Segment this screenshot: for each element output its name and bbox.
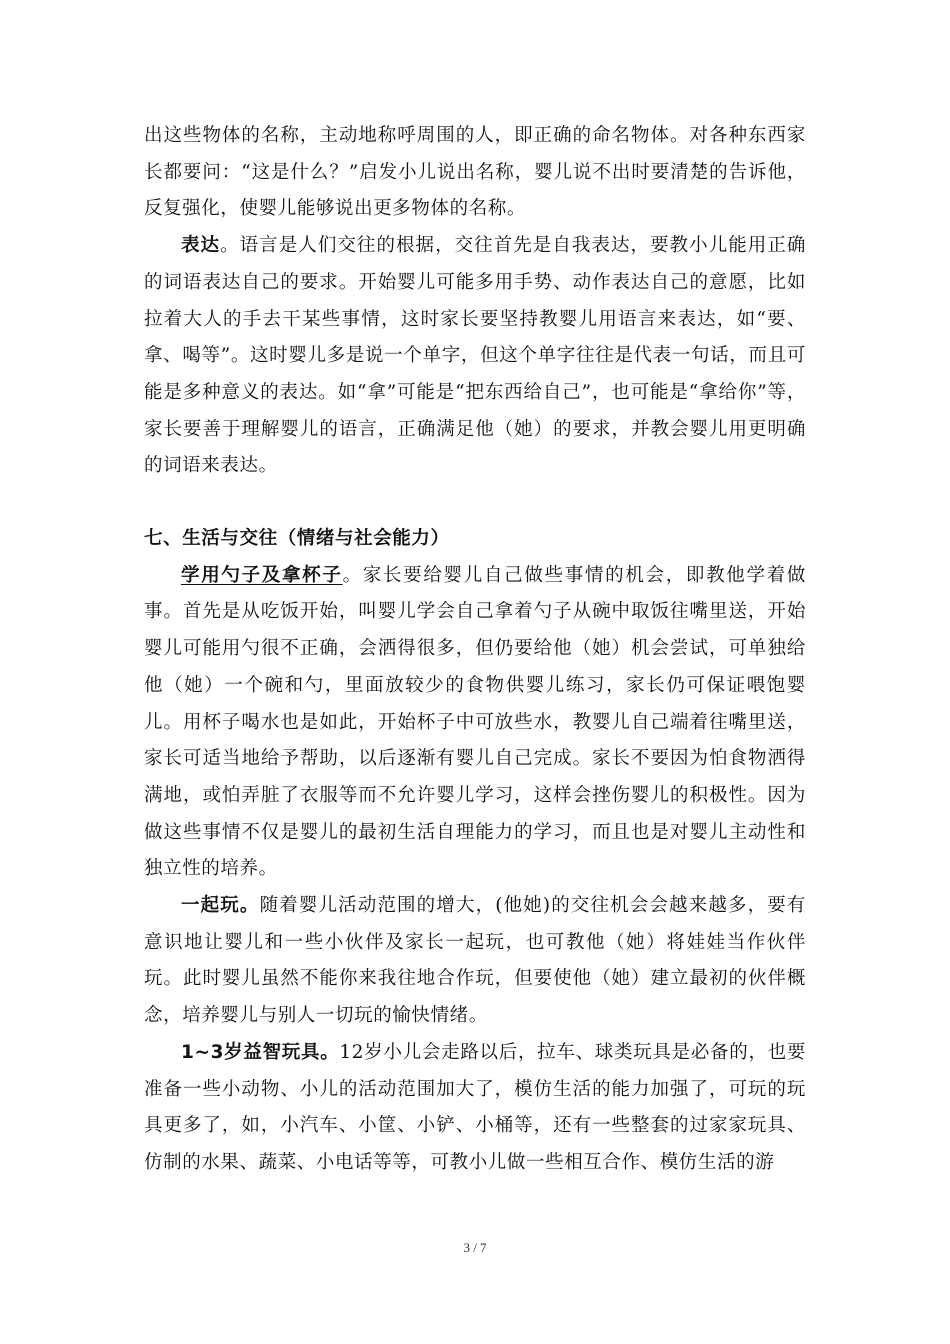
paragraph-lead-expression: 表达 [181,235,221,257]
paragraph-lead-play-together: 一起玩。 [181,895,260,917]
document-body [144,118,806,1182]
paragraph-lead-educational-toys: 1~3岁益智玩具。 [181,1041,340,1063]
paragraph-text: 。家长要给婴儿自己做些事情的机会，即教他学着做事。首先是从吃饭开始，叫婴儿学会自己拿着勺子从碗中取饭往嘴里送，开始婴儿可能用勺很不正确，会洒得很多，但仍要给他（她）机会尝试，可单独给他（她）一个碗和勺，里面放较少的食物供婴儿练习，家长仍可保证喂饱婴儿。用杯子喝水也是如此，开始杯子中可放些水，教婴儿自己端着往嘴里送，家长可适当地给予帮助，以后逐渐有婴儿自己完成。家长不要因为怕食物洒得满地，或怕弄脏了衣服等而不允许婴儿学习，这样会挫伤婴儿的积极性。因为做这些事情不仅是婴儿的最初生活自理能力的学习，而且也是对婴儿主动性和独立性的培养。 [144,564,806,880]
paragraph-text: 12岁小儿会走路以后，拉车、球类玩具是必备的，也要准备一些小动物、小儿的活动范围加大了，模仿生活的能力加强了，可玩的玩具更多了，如，小汽车、小筐、小铲、小桶等，还有一些整套的过家家玩具、仿制的水果、蔬菜、小电话等等，可教小儿做一些相互合作、模仿生活的游 [144,1041,806,1173]
section-heading-life-and-social: 七、生活与交往（情绪与社会能力） [144,528,450,550]
page-number: 3 / 7 [463,1240,487,1255]
paragraph-text: 。语言是人们交往的根据，交往首先是自我表达，要教小儿能用正确的词语表达自己的要求。开始婴儿可能多用手势、动作表达自己的意愿，比如拉着大人的手去干某些事情，这时家长要坚持教婴儿用语言来表达，如“要、拿、喝等”。这时婴儿多是说一个单字，但这个单字往往是代表一句话，而且可能是多种意义的表达。如“拿”可能是“把东西给自己”，也可能是“拿给你”等，家长要善于理解婴儿的语言，正确满足他（她）的要求，并教会婴儿用更明确的词语来表达。 [144,235,806,477]
paragraph-spoon-and-cup [144,558,806,888]
paragraph-naming-continued [144,118,806,228]
paragraph-text: 出这些物体的名称，主动地称呼周围的人，即正确的命名物体。对各种东西家长都要问：“这是什么？”启发小儿说出名称，婴儿说不出时要清楚的告诉他，反复强化，使婴儿能够说出更多物体的名称。 [144,125,806,220]
paragraph-play-together [144,888,806,1035]
paragraph-educational-toys [144,1035,806,1182]
paragraph-expression [144,228,806,485]
paragraph-lead-spoon-and-cup: 学用勺子及拿杯子 [181,564,343,586]
paragraph-text: 随着婴儿活动范围的增大，(他她)的交往机会会越来越多，要有意识地让婴儿和一些小伙伴及家长一起玩，也可教他（她）将娃娃当作伙伴玩。此时婴儿虽然不能你来我往地合作玩，但要使他（她）建立最初的伙伴概念，培养婴儿与别人一切玩的愉快情绪。 [144,895,806,1027]
